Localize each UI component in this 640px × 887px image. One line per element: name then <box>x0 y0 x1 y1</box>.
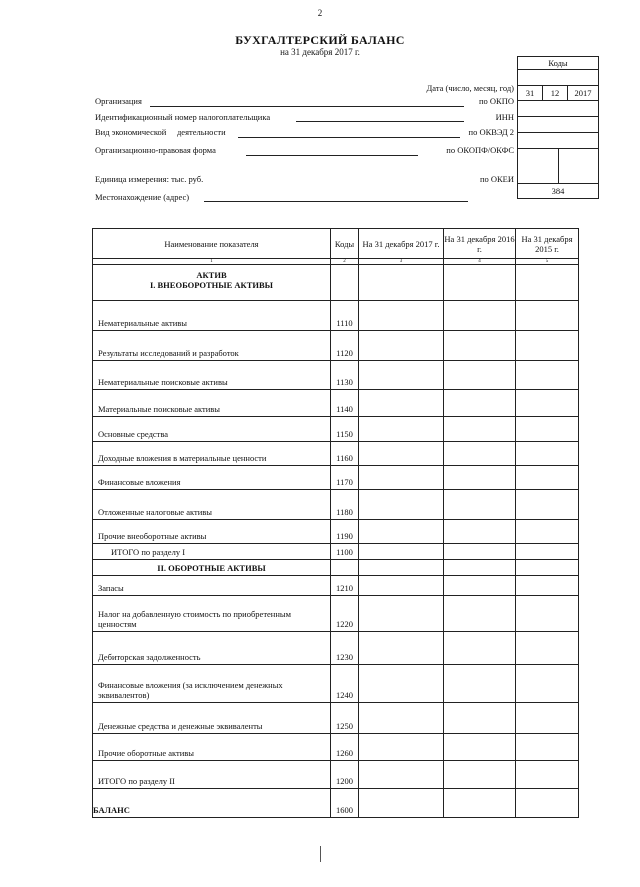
value-2015[interactable] <box>516 596 579 632</box>
value-2016[interactable] <box>444 761 516 789</box>
value-2015[interactable] <box>516 632 579 665</box>
value-2017[interactable] <box>359 331 444 361</box>
col-number: 3 <box>359 259 444 265</box>
okpo-label: по ОКПО <box>478 96 514 106</box>
value-2015[interactable] <box>516 466 579 490</box>
value-2015[interactable] <box>516 390 579 417</box>
value-2015[interactable] <box>516 761 579 789</box>
header-2015: На 31 декабря 2015 г. <box>516 229 579 259</box>
table-row <box>93 520 579 544</box>
value-2017[interactable] <box>359 544 444 560</box>
document-subtitle: на 31 декабря 2017 г. <box>280 47 360 57</box>
okved-cell <box>518 133 598 149</box>
row-name: Финансовые вложения <box>93 466 331 490</box>
row-name: ИТОГО по разделу I <box>93 544 331 560</box>
section-2-title-row <box>93 560 579 576</box>
row-code: 1250 <box>331 703 359 734</box>
value-2017[interactable] <box>359 789 444 818</box>
okved-label: по ОКВЭД 2 <box>468 127 514 137</box>
value-2016[interactable] <box>444 544 516 560</box>
value-2016[interactable] <box>444 665 516 703</box>
page-edge-mark <box>320 846 321 862</box>
value-2017[interactable] <box>359 390 444 417</box>
row-code: 1200 <box>331 761 359 789</box>
col-number: 4 <box>444 259 516 265</box>
value-2015[interactable] <box>516 361 579 390</box>
value-2017[interactable] <box>359 442 444 466</box>
row-code: 1190 <box>331 520 359 544</box>
address-line <box>204 201 468 202</box>
date-label: Дата (число, месяц, год) <box>426 83 514 93</box>
row-code: 1600 <box>331 789 359 818</box>
table-row <box>93 789 579 818</box>
value-2017[interactable] <box>359 576 444 596</box>
okopf-cells <box>518 149 598 184</box>
okei-label: по ОКЕИ <box>479 174 514 184</box>
row-code: 1180 <box>331 490 359 520</box>
row-code: 1140 <box>331 390 359 417</box>
row-name: Финансовые вложения (за исключением денежных эквивалентов) <box>93 665 331 703</box>
date-month: 12 <box>543 86 568 100</box>
section-1-title-row <box>93 265 579 301</box>
table-row <box>93 466 579 490</box>
value-2016[interactable] <box>444 331 516 361</box>
header-2016: На 31 декабря 2016 г. <box>444 229 516 259</box>
table-header-row <box>93 229 579 259</box>
value-2017[interactable] <box>359 490 444 520</box>
value-2015[interactable] <box>516 544 579 560</box>
value-2015[interactable] <box>516 789 579 818</box>
table-row <box>93 417 579 442</box>
value-2017[interactable] <box>359 361 444 390</box>
header-2017: На 31 декабря 2017 г. <box>359 229 444 259</box>
table-row <box>93 596 579 632</box>
value-2016[interactable] <box>444 301 516 331</box>
date-year: 2017 <box>574 88 592 98</box>
value-2015[interactable] <box>516 417 579 442</box>
row-name: БАЛАНС <box>93 789 331 818</box>
table-row <box>93 301 579 331</box>
value-2017[interactable] <box>359 596 444 632</box>
page-number: 2 <box>317 8 323 18</box>
value-2016[interactable] <box>444 734 516 761</box>
legal-form-line <box>246 155 418 156</box>
value-2016[interactable] <box>444 417 516 442</box>
legal-form-label: Организационно-правовая форма <box>95 145 216 155</box>
value-2016[interactable] <box>444 596 516 632</box>
tax-id-line <box>296 121 464 122</box>
table-row <box>93 331 579 361</box>
table-row <box>93 761 579 789</box>
okpo-cell <box>518 101 598 117</box>
table-row <box>93 361 579 390</box>
table-row <box>93 544 579 560</box>
table-row <box>93 665 579 703</box>
row-code: 1130 <box>331 361 359 390</box>
value-2017[interactable] <box>359 761 444 789</box>
value-2015[interactable] <box>516 301 579 331</box>
row-name: Запасы <box>93 576 331 596</box>
table-row <box>93 703 579 734</box>
col-number: 2 <box>331 259 359 265</box>
codes-header: Коды <box>518 57 598 70</box>
value-2015[interactable] <box>516 665 579 703</box>
row-name: Дебиторская задолженность <box>93 632 331 665</box>
organization-line <box>150 106 464 107</box>
row-name: Прочие оборотные активы <box>93 734 331 761</box>
value-2015[interactable] <box>516 734 579 761</box>
row-name: Налог на добавленную стоимость по приобретенным ценностям <box>93 596 331 632</box>
row-code: 1160 <box>331 442 359 466</box>
value-2015[interactable] <box>516 442 579 466</box>
col-number: 5 <box>516 259 579 265</box>
row-code: 1230 <box>331 632 359 665</box>
value-2016[interactable] <box>444 576 516 596</box>
organization-label: Организация <box>95 96 142 106</box>
value-2017[interactable] <box>359 466 444 490</box>
form-code-cell <box>518 70 598 86</box>
row-name: Материальные поисковые активы <box>93 390 331 417</box>
value-2015[interactable] <box>516 703 579 734</box>
row-name: Нематериальные активы <box>93 301 331 331</box>
non-current-assets-title: I. ВНЕОБОРОТНЫЕ АКТИВЫ <box>149 280 274 290</box>
value-2017[interactable] <box>359 301 444 331</box>
value-2015[interactable] <box>516 490 579 520</box>
value-2016[interactable] <box>444 490 516 520</box>
row-code: 1240 <box>331 665 359 703</box>
date-day: 31 <box>518 86 543 100</box>
value-2016[interactable] <box>444 789 516 818</box>
row-name: Отложенные налоговые активы <box>93 490 331 520</box>
row-code: 1110 <box>331 301 359 331</box>
value-2017[interactable] <box>359 665 444 703</box>
assets-title: АКТИВ <box>196 270 227 280</box>
row-code: 1170 <box>331 466 359 490</box>
row-code: 1210 <box>331 576 359 596</box>
inn-label: ИНН <box>495 112 514 122</box>
codes-box <box>517 56 599 199</box>
table-row <box>93 490 579 520</box>
value-2016[interactable] <box>444 466 516 490</box>
okopf-label: по ОКОПФ/ОКФС <box>446 145 514 155</box>
value-2016[interactable] <box>444 390 516 417</box>
value-2016[interactable] <box>444 442 516 466</box>
value-2016[interactable] <box>444 632 516 665</box>
value-2015[interactable] <box>516 576 579 596</box>
row-name: Нематериальные поисковые активы <box>93 361 331 390</box>
value-2017[interactable] <box>359 734 444 761</box>
value-2016[interactable] <box>444 520 516 544</box>
table-row <box>93 390 579 417</box>
value-2015[interactable] <box>516 520 579 544</box>
activity-line <box>238 137 460 138</box>
activity-label: Вид экономической деятельности <box>95 127 226 137</box>
value-2017[interactable] <box>359 417 444 442</box>
table-row <box>93 734 579 761</box>
inn-cell <box>518 117 598 133</box>
table-row <box>93 632 579 665</box>
current-assets-title: II. ОБОРОТНЫЕ АКТИВЫ <box>93 560 331 576</box>
header-code: Коды <box>331 229 359 259</box>
value-2015[interactable] <box>516 331 579 361</box>
value-2016[interactable] <box>444 703 516 734</box>
row-name: Основные средства <box>93 417 331 442</box>
value-2016[interactable] <box>444 361 516 390</box>
balance-table <box>92 228 579 818</box>
value-2017[interactable] <box>359 703 444 734</box>
date-cells <box>518 86 598 101</box>
address-label: Местонахождение (адрес) <box>95 192 190 202</box>
row-code: 1260 <box>331 734 359 761</box>
row-code: 1100 <box>331 544 359 560</box>
header-name: Наименование показателя <box>93 229 331 259</box>
unit-label: Единица измерения: тыс. руб. <box>95 174 204 184</box>
row-name: Денежные средства и денежные эквиваленты <box>93 703 331 734</box>
section-1-title <box>93 265 331 301</box>
row-name: Доходные вложения в материальные ценности <box>93 442 331 466</box>
row-code: 1150 <box>331 417 359 442</box>
table-row <box>93 576 579 596</box>
col-number: 1 <box>93 259 331 265</box>
okei-cell: 384 <box>551 186 565 196</box>
value-2017[interactable] <box>359 520 444 544</box>
document-title: БУХГАЛТЕРСКИЙ БАЛАНС <box>235 33 405 47</box>
value-2017[interactable] <box>359 632 444 665</box>
row-code: 1220 <box>331 596 359 632</box>
row-code: 1120 <box>331 331 359 361</box>
row-name: Прочие внеоборотные активы <box>93 520 331 544</box>
row-name: ИТОГО по разделу II <box>93 761 331 789</box>
row-name: Результаты исследований и разработок <box>93 331 331 361</box>
table-row <box>93 442 579 466</box>
tax-id-label: Идентификационный номер налогоплательщика <box>95 112 271 122</box>
